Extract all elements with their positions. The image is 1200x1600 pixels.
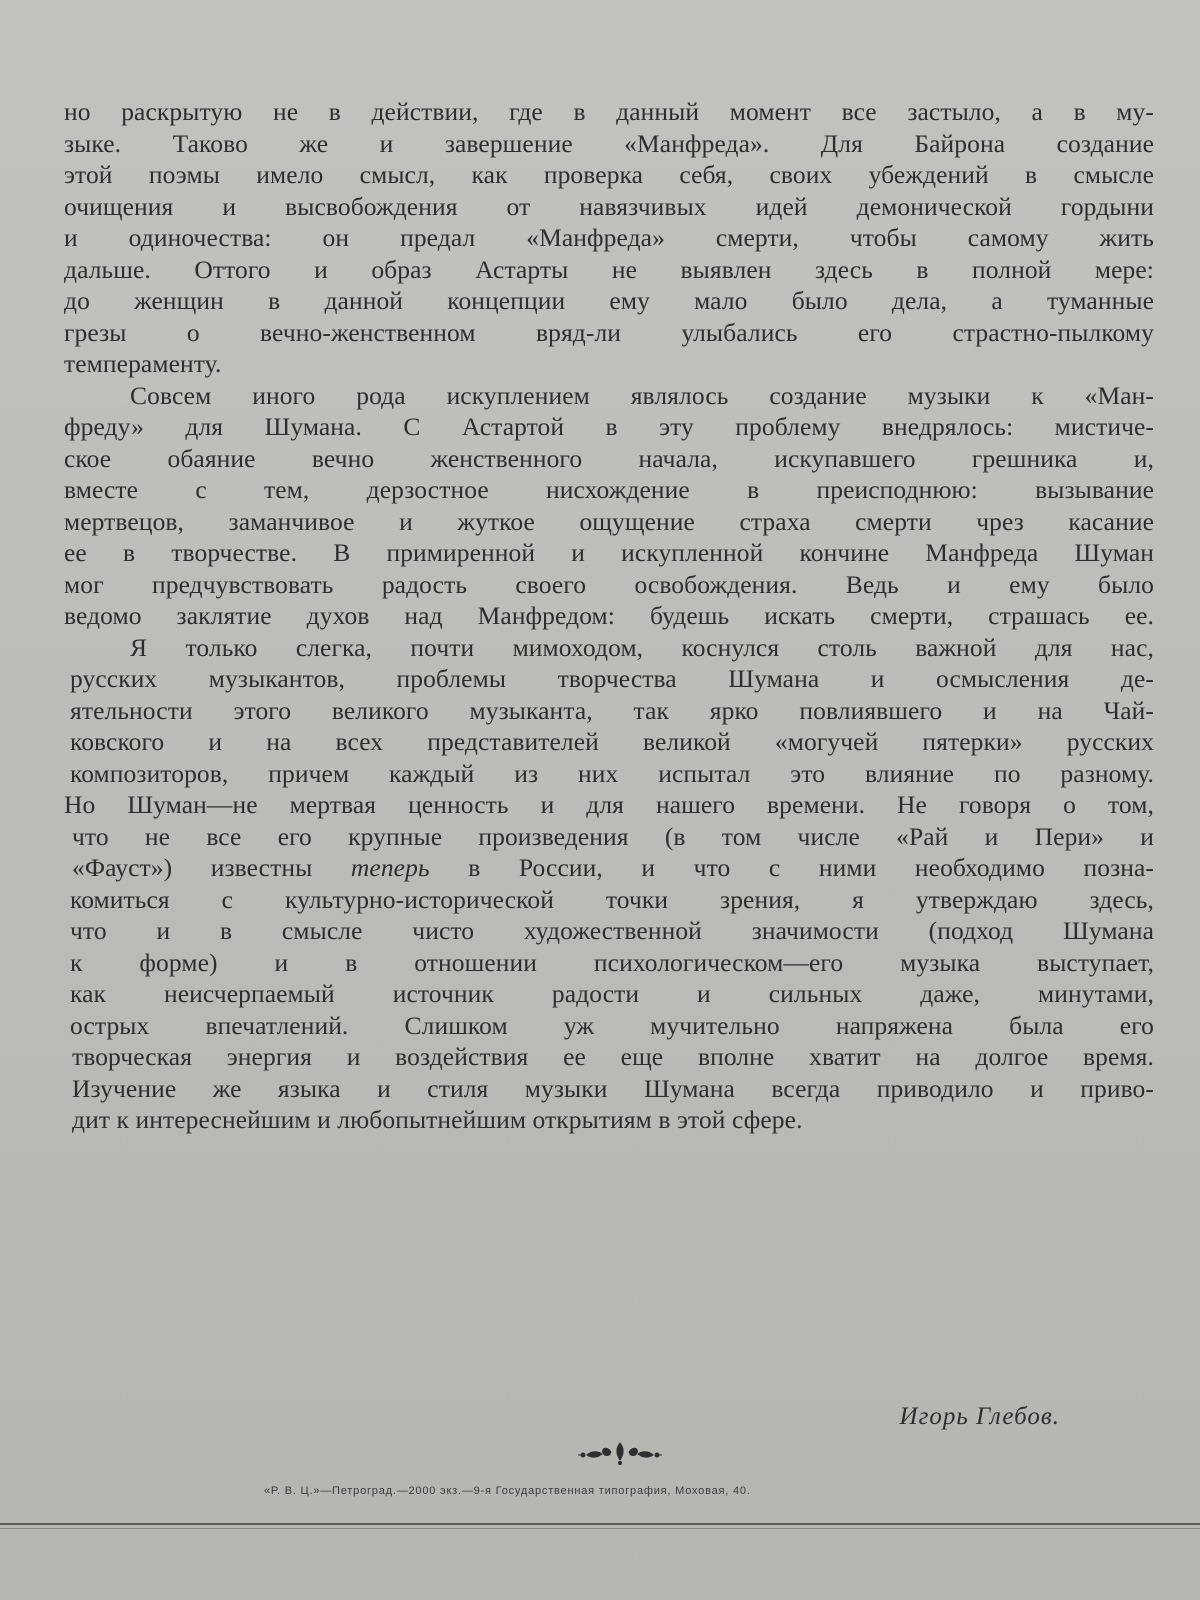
text-line: до женщин в данной концепции ему мало было дела, а туманные — [64, 286, 1154, 315]
text-line: и одиночества: он предал «Манфреда» смерти, чтобы самому жить — [64, 223, 1154, 252]
text-line: Изучение же языка и стиля музыки Шумана всегда приводило и приво- — [72, 1073, 1154, 1103]
author-signature: Игорь Глебов. — [899, 1403, 1060, 1430]
publisher-imprint: «Р. В. Ц.»—Петроград.—2000 экз.—9-я Государственная типография, Моховая, 40. — [264, 1485, 751, 1497]
text-line: вместе с тем, дерзостное нисхождение в преисподнюю: вызывание — [64, 475, 1154, 504]
text-line: русских музыкантов, проблемы творчества Шумана и осмысления де- — [70, 664, 1154, 693]
text-line: Но Шуман—не мертвая ценность и для нашего времени. Не говоря о том, — [64, 790, 1154, 819]
text-line: ятельности этого великого музыканта, так ярко повлиявшего и на Чай- — [70, 695, 1154, 725]
bottom-rule-thin — [0, 1528, 1200, 1529]
text-line: комиться с культурно-исторической точки зрения, я утверждаю здесь, — [70, 884, 1154, 914]
ornament-icon — [575, 1440, 665, 1466]
text-line: зыке. Таково же и завершение «Манфреда». Для Байрона создание — [64, 128, 1154, 158]
text-line: ведомо заклятие духов над Манфредом: будешь искать смерти, страшась ее. — [64, 601, 1154, 630]
text-line: что не все его крупные произведения (в том числе «Рай и Пери» и — [72, 821, 1154, 851]
text-line: грезы о вечно-женственном вряд-ли улыбались его страстно-пылкому — [64, 317, 1154, 347]
text-line: дальше. Оттого и образ Астарты не выявлен здесь в полной мере: — [64, 254, 1154, 284]
text-line: ее в творчестве. В примиренной и искупленной кончине Манфреда Шуман — [64, 538, 1154, 567]
text-line: мертвецов, заманчивое и жуткое ощущение страха смерти чрез касание — [64, 506, 1154, 536]
text-line-with-italic — [64, 852, 1154, 884]
text-line: творческая энергия и воздействия ее еще вполне хватит на долгое время. — [72, 1042, 1154, 1071]
bottom-rule — [0, 1523, 1200, 1525]
text-line: как неисчерпаемый источник радости и сильных даже, минутами, — [70, 979, 1154, 1008]
text-line: темпераменту. — [64, 349, 222, 378]
text-segment: «Фауст») известны — [72, 853, 351, 882]
paragraph-start-line: Я только слегка, почти мимоходом, коснулся столь важной для нас, — [130, 632, 1154, 662]
text-line: ковского и на всех представителей великой «могучей пятерки» русских — [70, 727, 1154, 756]
text-line: мог предчувствовать радость своего освобождения. Ведь и ему было — [64, 569, 1154, 599]
text-segment: в России, и что с ними необходимо позна- — [429, 853, 1155, 882]
text-line: острых впечатлений. Слишком уж мучительно напряжена была его — [70, 1010, 1154, 1040]
paragraph-start-line: Совсем иного рода искуплением являлось создание музыки к «Ман- — [130, 380, 1154, 410]
text-line: ское обаяние вечно женственного начала, искупавшего грешника и, — [64, 443, 1154, 473]
text-line: очищения и высвобождения от навязчивых идей демонической гордыни — [64, 191, 1154, 221]
body-text — [64, 96, 1154, 1136]
text-line: этой поэмы имело смысл, как проверка себя, своих убеждений в смысле — [64, 160, 1154, 189]
text-line: композиторов, причем каждый из них испытал это влияние по разному. — [70, 758, 1154, 788]
text-line: к форме) и в отношении психологическом—его музыка выступает, — [70, 947, 1154, 977]
text-line: но раскрытую не в действии, где в данный момент все застыло, а в му- — [64, 97, 1154, 126]
text-line: фреду» для Шумана. С Астартой в эту проблему внедрялось: мистиче- — [64, 412, 1154, 441]
text-line: дит к интереснейшим и любопытнейшим открытиям в этой сфере. — [72, 1105, 803, 1134]
italic-word: теперь — [350, 853, 430, 882]
text-line: что и в смысле чисто художественной значимости (подход Шумана — [70, 916, 1154, 945]
